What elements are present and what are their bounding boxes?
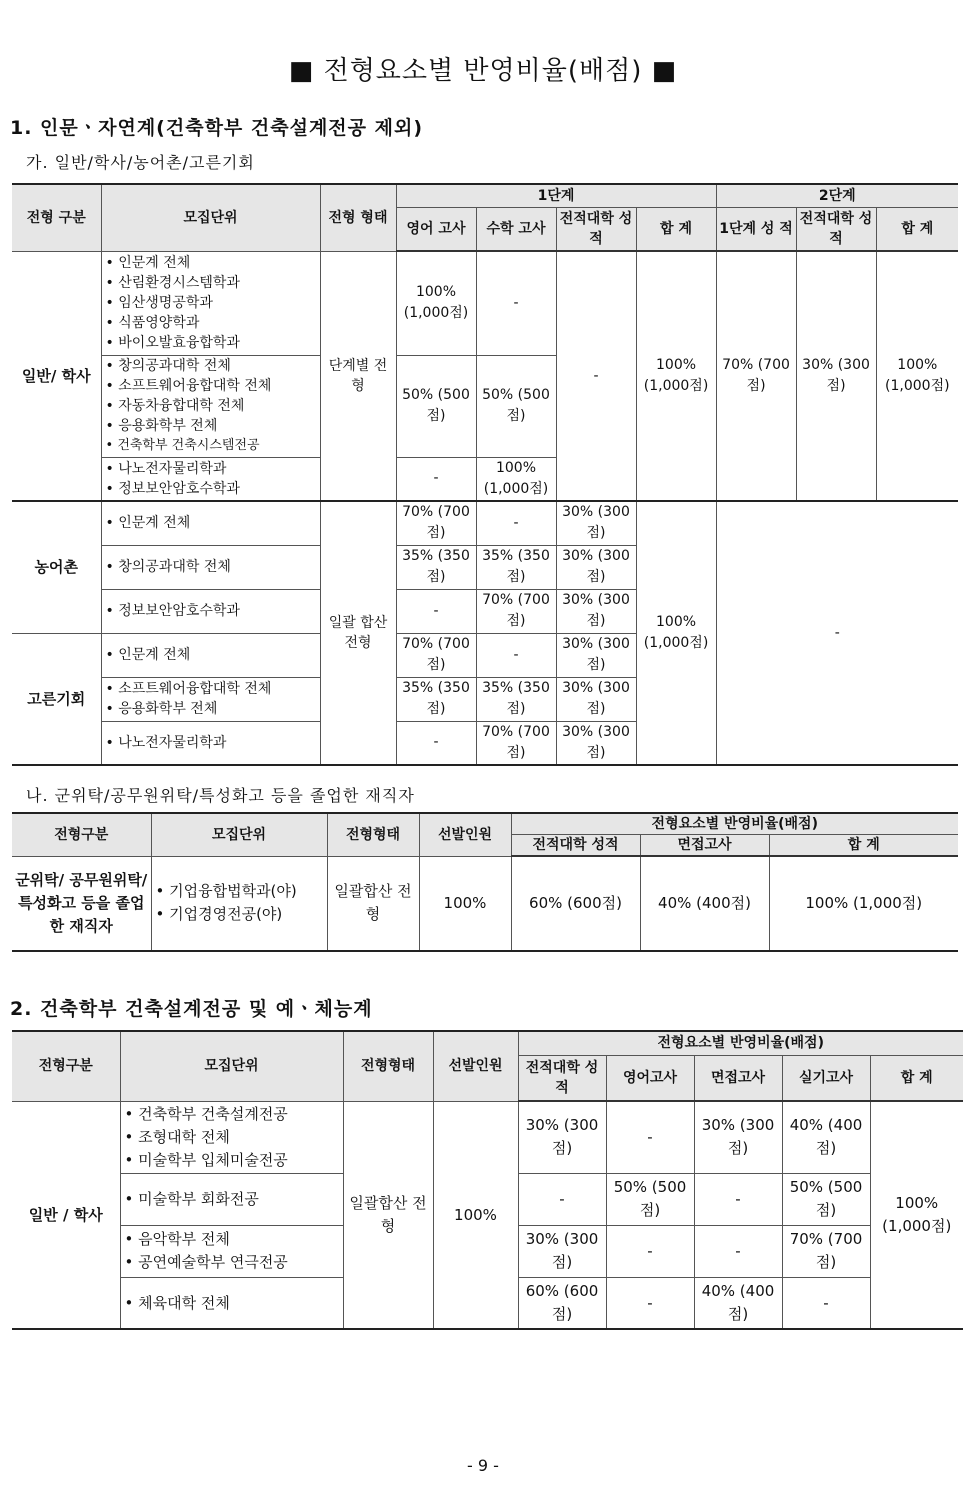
equal-math: 35% (350점) (476, 677, 556, 721)
unit-list (101, 355, 320, 457)
header-type: 전형구분 (12, 1031, 120, 1101)
farm-math: 35% (350점) (476, 545, 556, 589)
page-number: - 9 - (467, 1456, 499, 1475)
practical-score: 50% (500점) (782, 1173, 870, 1225)
general-prev2: 30% (300점) (796, 251, 876, 501)
equal-math: - (476, 633, 556, 677)
unit-item: • 건축학부 건축설계전공 (125, 1103, 341, 1126)
unit-item: • 공연예술학부 연극전공 (125, 1251, 341, 1274)
unit-item: • 소프트웨어융합대학 전체 (106, 376, 318, 396)
onestep-sum: 100% (1,000점) (636, 501, 716, 765)
unit-list (101, 545, 320, 589)
unit-list (101, 457, 320, 501)
practical-score: - (782, 1277, 870, 1329)
header-sum2: 합 계 (876, 207, 958, 251)
table-a (12, 183, 958, 766)
unit-item: • 건축학부 건축시스템전공 (106, 436, 318, 456)
interview-score: 40% (400점) (640, 856, 769, 951)
group3-math: 100% (1,000점) (476, 457, 556, 501)
farm-eng: - (396, 589, 476, 633)
equal-prev: 30% (300점) (556, 721, 636, 765)
header-unit: 모집단위 (151, 813, 327, 856)
unit-item: • 창의공과대학 전체 (106, 557, 318, 577)
form-stage: 단계별 전형 (320, 251, 396, 501)
unit-list (101, 589, 320, 633)
equal-prev: 30% (300점) (556, 677, 636, 721)
unit-item: • 자동차융합대학 전체 (106, 396, 318, 416)
unit-list (101, 633, 320, 677)
general-s1: 70% (700점) (716, 251, 796, 501)
general-sum: 100% (1,000점) (636, 251, 716, 501)
cat-general: 일반/ 학사 (12, 251, 101, 501)
header-sum: 합 계 (769, 835, 958, 857)
unit-item: • 기업융합법학과(야) (156, 880, 325, 903)
header-prev: 전적대학 성 적 (518, 1055, 606, 1101)
cat-equal: 고른기회 (12, 633, 101, 765)
farm-math: 70% (700점) (476, 589, 556, 633)
equal-eng: 35% (350점) (396, 677, 476, 721)
unit-item: • 바이오발효융합학과 (106, 333, 318, 353)
onestep-stage2: - (716, 501, 958, 765)
prev-score: 30% (300점) (518, 1101, 606, 1173)
eng-score: - (606, 1277, 694, 1329)
cat-general: 일반 / 학사 (12, 1101, 120, 1329)
farm-eng: 70% (700점) (396, 501, 476, 545)
farm-prev: 30% (300점) (556, 545, 636, 589)
unit-item: • 식품영양학과 (106, 313, 318, 333)
header-interview: 면접고사 (640, 835, 769, 857)
header-prev2: 전적대학 성 적 (796, 207, 876, 251)
header-form: 전형형태 (327, 813, 419, 856)
unit-item: • 인문계 전체 (106, 513, 318, 533)
group1-math: - (476, 251, 556, 355)
unit-list (101, 677, 320, 721)
header-sum: 합 계 (636, 207, 716, 251)
interview-score: - (694, 1225, 782, 1277)
group2-math: 50% (500점) (476, 355, 556, 457)
unit-item: • 나노전자물리학과 (106, 733, 318, 753)
unit-item: • 임산생명공학과 (106, 293, 318, 313)
equal-eng: 70% (700점) (396, 633, 476, 677)
unit-item: • 응용화학부 전체 (106, 699, 318, 719)
total-score: 100% (1,000점) (769, 856, 958, 951)
farm-prev: 30% (300점) (556, 501, 636, 545)
unit-list (101, 501, 320, 545)
group3-eng: - (396, 457, 476, 501)
unit-item: • 미술학부 회화전공 (125, 1189, 341, 1209)
unit-item: • 정보보안암호수학과 (106, 479, 318, 499)
unit-item: • 음악학부 전체 (125, 1228, 341, 1251)
unit-item: • 응용화학부 전체 (106, 416, 318, 436)
header-form: 전형 형태 (320, 184, 396, 251)
unit-item: • 정보보안암호수학과 (106, 601, 318, 621)
unit-item: • 조형대학 전체 (125, 1126, 341, 1149)
header-select: 선발인원 (419, 813, 511, 856)
farm-prev: 30% (300점) (556, 589, 636, 633)
unit-list (120, 1225, 343, 1277)
prev-score: 60% (600점) (511, 856, 640, 951)
practical-score: 40% (400점) (782, 1101, 870, 1173)
header-eng: 영어 고사 (396, 207, 476, 251)
cat-farm: 농어촌 (12, 501, 101, 633)
equal-math: 70% (700점) (476, 721, 556, 765)
unit-list (151, 856, 327, 951)
table-c (12, 1030, 963, 1330)
prev-score: - (518, 1173, 606, 1225)
header-prev: 전적대학 성적 (511, 835, 640, 857)
unit-item: • 인문계 전체 (106, 253, 318, 273)
practical-score: 70% (700점) (782, 1225, 870, 1277)
equal-prev: 30% (300점) (556, 633, 636, 677)
unit-item: • 미술학부 입체미술전공 (125, 1149, 341, 1172)
group2-eng: 50% (500점) (396, 355, 476, 457)
equal-eng: - (396, 721, 476, 765)
eng-score: - (606, 1101, 694, 1173)
interview-score: 40% (400점) (694, 1277, 782, 1329)
interview-score: - (694, 1173, 782, 1225)
header-practical: 실기고사 (782, 1055, 870, 1101)
section1-sub-a: 가. 일반/학사/농어촌/고른기회 (26, 153, 255, 172)
header-type: 전형 구분 (12, 184, 101, 251)
unit-item: • 산림환경시스템학과 (106, 273, 318, 293)
unit-item: • 기업경영전공(야) (156, 903, 325, 926)
prev-score: 60% (600점) (518, 1277, 606, 1329)
unit-list (120, 1277, 343, 1329)
section1-sub-b: 나. 군위탁/공무원위탁/특성화고 등을 졸업한 재직자 (26, 786, 415, 805)
eng-score: 50% (500점) (606, 1173, 694, 1225)
header-math: 수학 고사 (476, 207, 556, 251)
form-onestep: 일괄합산 전형 (327, 856, 419, 951)
header-prev: 전적대학 성 적 (556, 207, 636, 251)
header-unit: 모집단위 (120, 1031, 343, 1101)
unit-list (101, 721, 320, 765)
unit-list (101, 251, 320, 355)
header-sum: 합 계 (870, 1055, 963, 1101)
header-type: 전형구분 (12, 813, 151, 856)
header-form: 전형형태 (343, 1031, 433, 1101)
prev-score: 30% (300점) (518, 1225, 606, 1277)
header-ratio: 전형요소별 반영비율(배점) (511, 813, 958, 835)
form-onestep: 일괄 합산 전형 (320, 501, 396, 765)
farm-math: - (476, 501, 556, 545)
section1-heading: 1. 인문ㆍ자연계(건축학부 건축설계전공 제외) (10, 117, 424, 139)
select-ratio: 100% (419, 856, 511, 951)
unit-item: • 인문계 전체 (106, 645, 318, 665)
unit-item: • 나노전자물리학과 (106, 459, 318, 479)
header-stage1: 1단계 (396, 184, 716, 207)
unit-list (120, 1173, 343, 1225)
general-prev: - (556, 251, 636, 501)
select-ratio: 100% (433, 1101, 518, 1329)
farm-eng: 35% (350점) (396, 545, 476, 589)
unit-item: • 소프트웨어융합대학 전체 (106, 679, 318, 699)
unit-item: • 체육대학 전체 (125, 1293, 341, 1313)
unit-list (120, 1101, 343, 1173)
header-s1score: 1단계 성 적 (716, 207, 796, 251)
header-ratio: 전형요소별 반영비율(배점) (518, 1031, 963, 1055)
group1-eng: 100% (1,000점) (396, 251, 476, 355)
header-select: 선발인원 (433, 1031, 518, 1101)
unit-item: • 창의공과대학 전체 (106, 356, 318, 376)
header-unit: 모집단위 (101, 184, 320, 251)
form-onestep: 일괄합산 전형 (343, 1101, 433, 1329)
cat-commissioned: 군위탁/ 공무원위탁/ 특성화고 등을 졸업한 재직자 (12, 856, 151, 951)
total-score: 100% (1,000점) (870, 1101, 963, 1329)
general-sum2: 100% (1,000점) (876, 251, 958, 501)
eng-score: - (606, 1225, 694, 1277)
page-title: ■ 전형요소별 반영비율(배점) ■ (288, 56, 678, 86)
section2-heading: 2. 건축학부 건축설계전공 및 예ㆍ체능계 (10, 998, 373, 1020)
interview-score: 30% (300점) (694, 1101, 782, 1173)
table-b (12, 812, 958, 952)
header-stage2: 2단계 (716, 184, 958, 207)
header-interview: 면접고사 (694, 1055, 782, 1101)
header-eng: 영어고사 (606, 1055, 694, 1101)
